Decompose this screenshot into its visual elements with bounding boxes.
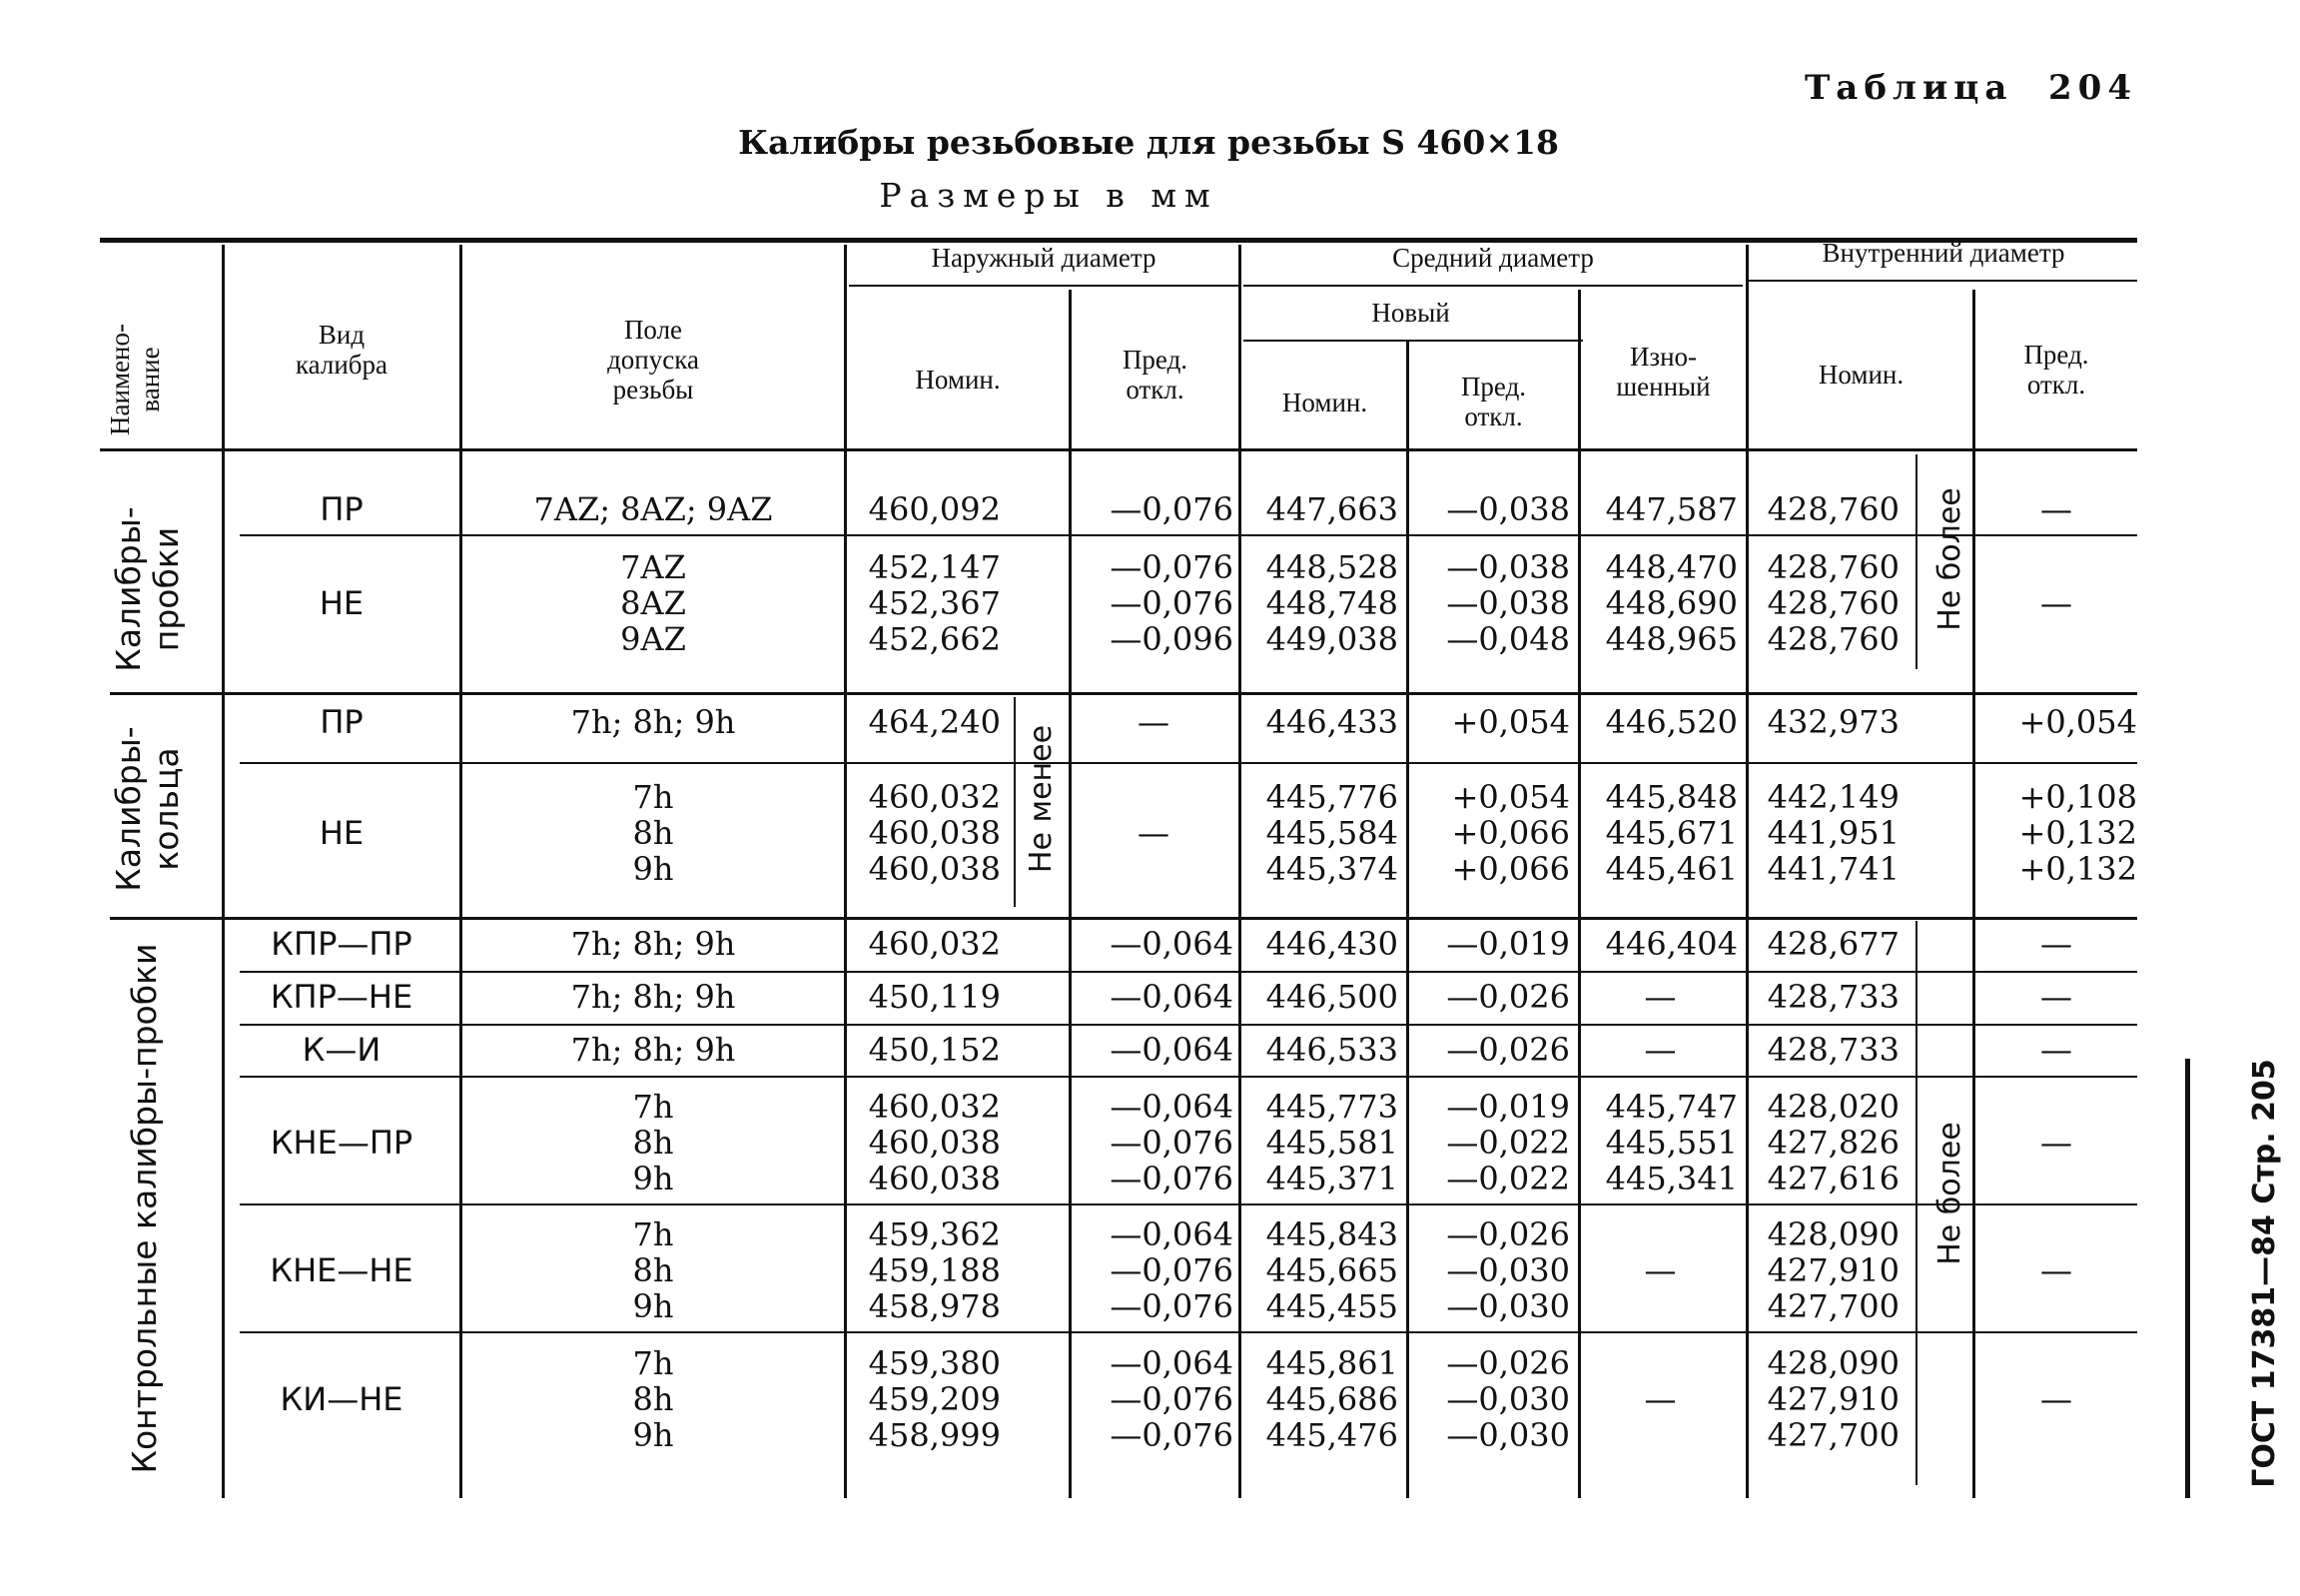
cell-md: —0,038 bbox=[1446, 490, 1570, 528]
cell-on: 450,152 bbox=[868, 1031, 1001, 1069]
cell-tol: 7AZ; 8AZ; 9AZ bbox=[533, 490, 773, 528]
table-title: Калибры резьбовые для резьбы S 460×18 bbox=[738, 123, 1559, 162]
cell-id: +0,108 +0,132 +0,132 bbox=[2018, 778, 2137, 888]
rule bbox=[844, 245, 847, 1498]
running-header: ГОСТ 17381—84 Стр. 205 bbox=[2247, 1059, 2282, 1488]
cell-id: — bbox=[2040, 978, 2072, 1016]
rule bbox=[110, 917, 2137, 920]
cell-in: 428,090 427,910 427,700 bbox=[1767, 1344, 1900, 1454]
cell-tol: 7h 8h 9h bbox=[632, 1215, 674, 1325]
rule bbox=[849, 285, 1238, 287]
cell-in: 428,020 427,826 427,616 bbox=[1767, 1088, 1900, 1197]
header-tolerance: Поле допуска резьбы bbox=[607, 315, 699, 404]
cell-in: 428,090 427,910 427,700 bbox=[1767, 1215, 1900, 1325]
cell-in: 428,760 bbox=[1767, 490, 1900, 528]
cell-id: — bbox=[2040, 1251, 2072, 1289]
rule bbox=[1014, 697, 1016, 907]
cell-md: —0,026 bbox=[1446, 1031, 1570, 1069]
cell-on: 460,032 460,038 460,038 bbox=[868, 1088, 1001, 1197]
cell-md: —0,019 —0,022 —0,022 bbox=[1446, 1088, 1570, 1197]
cell-od: — bbox=[1138, 814, 1169, 852]
group-control: Контрольные калибры-пробки bbox=[125, 943, 164, 1474]
rule bbox=[1243, 340, 1583, 342]
cell-mw: 447,587 bbox=[1605, 490, 1738, 528]
cell-mw: 445,747 445,551 445,341 bbox=[1605, 1088, 1738, 1197]
cell-od: —0,076 bbox=[1110, 490, 1233, 528]
cell-tol: 7h 8h 9h bbox=[632, 778, 674, 888]
cell-mw: 445,848 445,671 445,461 bbox=[1605, 778, 1738, 888]
header-outer-deviation: Пред. откл. bbox=[1122, 345, 1188, 404]
cell-tol: 7h; 8h; 9h bbox=[570, 703, 736, 741]
rule bbox=[1243, 285, 1743, 287]
rule bbox=[240, 971, 2137, 973]
cell-md: —0,019 bbox=[1446, 925, 1570, 963]
cell-in: 428,677 bbox=[1767, 925, 1900, 963]
header-kind: Вид калибра bbox=[295, 320, 388, 380]
cell-od: —0,076 —0,076 —0,096 bbox=[1110, 548, 1233, 658]
group-rings: Калибры- кольца bbox=[109, 726, 186, 892]
header-inner: Внутренний диаметр bbox=[1822, 238, 2065, 268]
cell-mw: — bbox=[1644, 1031, 1677, 1069]
note-not-less-rings: Не менее bbox=[1024, 724, 1059, 874]
cell-in: 442,149 441,951 441,741 bbox=[1767, 778, 1900, 888]
cell-mn: 447,663 bbox=[1265, 490, 1398, 528]
cell-on: 450,119 bbox=[868, 978, 1001, 1016]
cell-in: 428,733 bbox=[1767, 1031, 1900, 1069]
rule bbox=[1916, 454, 1917, 669]
header-new: Новый bbox=[1371, 298, 1450, 328]
header-outer-nominal: Номин. bbox=[915, 365, 1001, 395]
cell-kind: ПР bbox=[320, 490, 364, 528]
cell-mw: 446,520 bbox=[1605, 703, 1738, 741]
cell-on: 460,032 460,038 460,038 bbox=[868, 778, 1001, 888]
header-inner-deviation: Пред. откл. bbox=[2023, 340, 2089, 399]
cell-od: —0,064 —0,076 —0,076 bbox=[1110, 1344, 1233, 1454]
cell-md: —0,026 —0,030 —0,030 bbox=[1446, 1344, 1570, 1454]
cell-kind: НЕ bbox=[319, 814, 365, 852]
cell-on: 460,092 bbox=[868, 490, 1001, 528]
cell-id: — bbox=[2040, 490, 2072, 528]
cell-mn: 446,500 bbox=[1265, 978, 1398, 1016]
cell-mw: — bbox=[1644, 1251, 1677, 1289]
rule bbox=[2185, 1059, 2190, 1498]
cell-md: +0,054 +0,066 +0,066 bbox=[1451, 778, 1570, 888]
rule bbox=[1746, 245, 1749, 1498]
rule bbox=[1748, 280, 2137, 282]
cell-tol: 7AZ 8AZ 9AZ bbox=[620, 548, 686, 658]
cell-tol: 7h; 8h; 9h bbox=[570, 1031, 736, 1069]
cell-md: —0,026 —0,030 —0,030 bbox=[1446, 1215, 1570, 1325]
cell-mn: 445,776 445,584 445,374 bbox=[1265, 778, 1398, 888]
rule bbox=[459, 245, 462, 1498]
cell-id: +0,054 bbox=[2018, 703, 2137, 741]
cell-mn: 446,430 bbox=[1265, 925, 1398, 963]
cell-on: 452,147 452,367 452,662 bbox=[868, 548, 1001, 658]
rule bbox=[240, 1203, 2137, 1205]
cell-mw: 446,404 bbox=[1605, 925, 1738, 963]
cell-mw: — bbox=[1644, 1380, 1677, 1418]
cell-kind: КНЕ—ПР bbox=[270, 1124, 413, 1162]
header-name: Наимено- вание bbox=[105, 324, 165, 435]
cell-od: — bbox=[1138, 703, 1169, 741]
table-number: Таблица 204 bbox=[1805, 68, 2137, 108]
rule bbox=[240, 1076, 2137, 1078]
cell-od: —0,064 bbox=[1110, 1031, 1233, 1069]
group-plugs: Калибры- пробки bbox=[109, 506, 186, 672]
rule bbox=[110, 692, 2137, 695]
rule bbox=[240, 1024, 2137, 1026]
cell-in: 428,760 428,760 428,760 bbox=[1767, 548, 1900, 658]
cell-on: 459,380 459,209 458,999 bbox=[868, 1344, 1001, 1454]
cell-kind: ПР bbox=[320, 703, 364, 741]
cell-mn: 446,533 bbox=[1265, 1031, 1398, 1069]
cell-mw: — bbox=[1644, 978, 1677, 1016]
rule bbox=[1916, 921, 1917, 1485]
header-outer: Наружный диаметр bbox=[931, 243, 1156, 273]
cell-md: —0,026 bbox=[1446, 978, 1570, 1016]
header-middle: Средний диаметр bbox=[1392, 243, 1594, 273]
cell-mw: 448,470 448,690 448,965 bbox=[1605, 548, 1738, 658]
cell-id: — bbox=[2040, 1031, 2072, 1069]
cell-on: 464,240 bbox=[868, 703, 1001, 741]
cell-kind: НЕ bbox=[319, 584, 365, 622]
cell-id: — bbox=[2040, 925, 2072, 963]
rule bbox=[240, 1331, 2137, 1333]
cell-on: 459,362 459,188 458,978 bbox=[868, 1215, 1001, 1325]
rule bbox=[1069, 290, 1072, 1498]
cell-tol: 7h; 8h; 9h bbox=[570, 978, 736, 1016]
cell-in: 428,733 bbox=[1767, 978, 1900, 1016]
rule bbox=[222, 245, 225, 1498]
cell-kind: КПР—НЕ bbox=[270, 978, 413, 1016]
cell-od: —0,064 bbox=[1110, 978, 1233, 1016]
cell-on: 460,032 bbox=[868, 925, 1001, 963]
cell-mn: 445,843 445,665 445,455 bbox=[1265, 1215, 1398, 1325]
rule bbox=[1238, 245, 1241, 1498]
cell-kind: К—И bbox=[302, 1031, 382, 1069]
cell-tol: 7h 8h 9h bbox=[632, 1344, 674, 1454]
cell-in: 432,973 bbox=[1767, 703, 1900, 741]
cell-od: —0,064 —0,076 —0,076 bbox=[1110, 1215, 1233, 1325]
header-worn: Изно- шенный bbox=[1616, 342, 1711, 401]
cell-od: —0,064 —0,076 —0,076 bbox=[1110, 1088, 1233, 1197]
cell-mn: 446,433 bbox=[1265, 703, 1398, 741]
cell-kind: КНЕ—НЕ bbox=[270, 1251, 413, 1289]
cell-tol: 7h; 8h; 9h bbox=[570, 925, 736, 963]
cell-md: +0,054 bbox=[1451, 703, 1570, 741]
cell-id: — bbox=[2040, 1380, 2072, 1418]
cell-mn: 445,861 445,686 445,476 bbox=[1265, 1344, 1398, 1454]
note-not-more-plugs: Не более bbox=[1932, 487, 1967, 631]
rule bbox=[240, 534, 2137, 536]
cell-mn: 445,773 445,581 445,371 bbox=[1265, 1088, 1398, 1197]
cell-mn: 448,528 448,748 449,038 bbox=[1265, 548, 1398, 658]
cell-od: —0,064 bbox=[1110, 925, 1233, 963]
rule bbox=[1578, 290, 1581, 1498]
cell-tol: 7h 8h 9h bbox=[632, 1088, 674, 1197]
cell-id: — bbox=[2040, 584, 2072, 622]
note-not-more-control: Не более bbox=[1932, 1122, 1967, 1265]
rule bbox=[1972, 290, 1975, 1498]
cell-kind: КПР—ПР bbox=[271, 925, 412, 963]
cell-id: — bbox=[2040, 1124, 2072, 1162]
units-caption: Размеры в мм bbox=[879, 176, 1218, 215]
header-bottom-rule bbox=[100, 448, 2137, 451]
header-middle-deviation: Пред. откл. bbox=[1460, 372, 1527, 431]
cell-kind: КИ—НЕ bbox=[280, 1380, 403, 1418]
header-middle-nominal: Номин. bbox=[1281, 388, 1368, 417]
rule bbox=[240, 762, 2137, 764]
cell-md: —0,038 —0,038 —0,048 bbox=[1446, 548, 1570, 658]
header-inner-nominal: Номин. bbox=[1818, 360, 1905, 390]
